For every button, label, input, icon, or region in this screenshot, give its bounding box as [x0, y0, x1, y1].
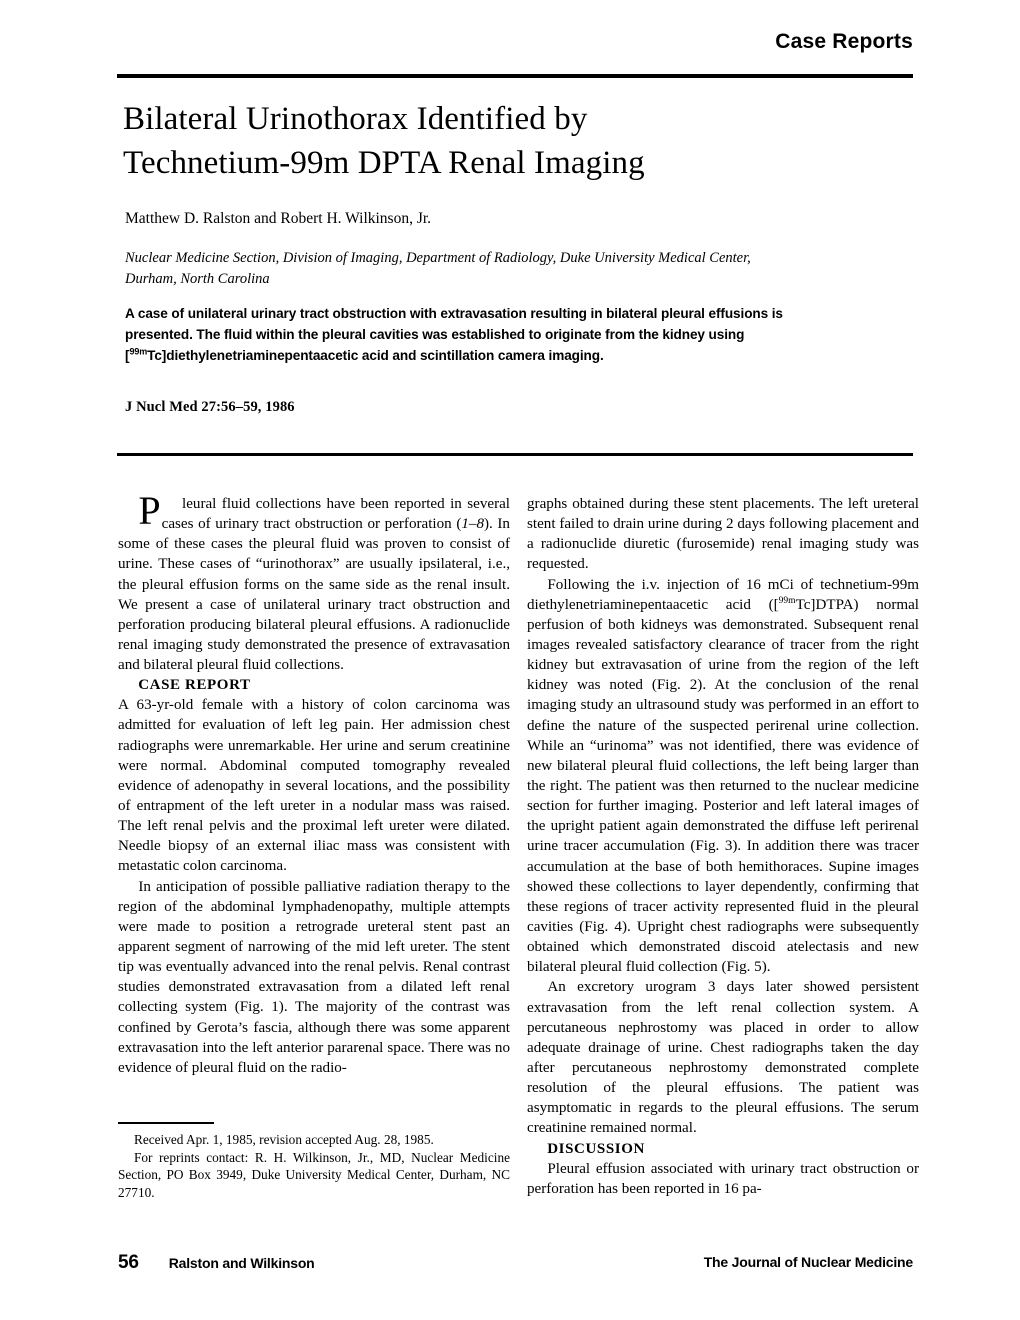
case-report-paragraph-1: A 63-yr-old female with a history of colon carcinoma was admitted for evaluation of left leg pain. Her admission chest radiographs were unremarkable. Her urine and serum creatinine were normal. Abdominal computed tomography revealed evidence of adenopathy in several locations, and the possibility of entrapment of the left ureter in a nodular mass was raised. The left renal pelvis and the proximal left ureter were dilated. Needle biopsy of an external iliac mass was consistent with metastatic colon carcinoma. [118, 697, 510, 875]
right-paragraph-2 [527, 575, 919, 978]
drop-cap: P [138, 488, 161, 533]
discussion-paragraph-1: Pleural effusion associated with urinary tract obstruction or perforation has been reported in 16 pa- [527, 1160, 919, 1197]
case-report-paragraph-2: In anticipation of possible palliative radiation therapy to the region of the abdominal lymphadenopathy, multiple attempts were made to position a retrograde ureteral stent past an apparent segment of narrowing of the mid left ureter. The stent tip was eventually advanced into the renal pelvis. Renal contrast studies demonstrated extravasation from a dilated left renal collecting system (Fig. 1). The majority of the contrast was confined by Gerota’s fascia, although there was some apparent extravasation into the left anterior pararenal space. There was no evidence of pleural fluid on the radio- [118, 878, 510, 1076]
right-paragraph-2-text-b: Tc]DTPA) normal perfusion of both kidneys was demonstrated. Subsequent renal images revealed satisfactory clearance of tracer from the right kidney but extravasation of urine from the region of the left kidney was noted (Fig. 2). At the conclusion of the renal imaging study an ultrasound study was performed in an effort to define the nature of the suspected perirenal urine collection. While an “urinoma” was not identified, there was evidence of new bilateral pleural fluid collections, the left being larger than the right. The patient was then returned to the nuclear medicine section for further imaging. Posterior and left lateral images of the upright patient again demonstrated the diffuse left perirenal urine tracer accumulation (Fig. 3). In addition there was tracer accumulation at the base of both hemithoraces. Supine images showed these collections to layer dependently, confirming that these regions of tracer activity represented fluid in the pleural cavities (Fig. 4). Upright chest radiographs were subsequently obtained which demonstrated discoid atelectasis and new bilateral pleural fluid collection (Fig. 5). [527, 596, 919, 976]
abstract [125, 303, 797, 366]
intro-text-b: ). In some of these cases the pleural fluid was proven to consist of urine. These cases of “urinothorax” are usually ipsilateral, i.e., the pleural effusion forms on the same side as the renal insult. We present a case of unilateral urinary tract obstruction and perforation producing bilateral pleural effusions. A radionuclide renal imaging study demonstrated the presence of extravasation and bilateral pleural fluid collections. [118, 516, 510, 674]
affiliation: Nuclear Medicine Section, Division of Imaging, Department of Radiology, Duke University Medical Center, Durham, North Carolina [125, 250, 751, 288]
journal-citation: J Nucl Med 27:56–59, 1986 [125, 399, 295, 415]
footer-left-group [118, 1252, 315, 1274]
footer-short-authors: Ralston and Wilkinson [168, 1255, 315, 1271]
title-line-2: Technetium-99m DPTA Renal Imaging [123, 144, 645, 181]
abstract-part-2: Tc]diethylenetriaminepentaacetic acid and scintillation camera imaging. [147, 348, 604, 364]
running-head: Case Reports [775, 30, 913, 53]
right-paragraph-3: An excretory urogram 3 days later showed persistent extravasation from the left renal collection system. A percutaneous nephrostomy was placed in order to allow adequate drainage of urine. Chest radiographs taken the day after percutaneous nephrostomy demonstrated complete resolution of the pleural effusions. The patient was asymptomatic in regards to the pleural effusions. The serum creatinine remained normal. [527, 979, 919, 1137]
footnote-received-line: Received Apr. 1, 1985, revision accepted Aug. 28, 1985. [133, 1132, 434, 1147]
footnote-divider-rule [118, 1122, 214, 1124]
abstract-superscript-isotope: 99m [129, 346, 148, 357]
title-line-1: Bilateral Urinothorax Identified by [123, 101, 588, 137]
footer-journal-name: The Journal of Nuclear Medicine [703, 1254, 913, 1270]
intro-reference-range: 1–8 [461, 516, 484, 533]
right-paragraph-1: graphs obtained during these stent placements. The left ureteral stent failed to drain urine during 2 days following placement and a radionuclide diuretic (furosemide) renal imaging study was requested. [527, 496, 919, 573]
intro-paragraph [118, 488, 510, 675]
body-column-left [118, 488, 510, 1078]
page-title [123, 98, 913, 186]
heading-case-report: CASE REPORT [138, 677, 251, 694]
abstract-divider-rule [117, 453, 913, 456]
heading-discussion: DISCUSSION [547, 1140, 645, 1157]
abstract-part-1: A case of unilateral urinary tract obstruction with extravasation resulting in bilateral pleural effusions is presented. The fluid within the pleural cavities was established to originate from the kidney using [ [125, 306, 783, 364]
dtpa-superscript-isotope: 99m [778, 595, 796, 606]
footnote-block [118, 1122, 510, 1201]
body-column-right [527, 494, 919, 1199]
page-number: 56 [118, 1252, 139, 1273]
footnote-reprints-line: For reprints contact: R. H. Wilkinson, Jr., MD, Nuclear Medicine Section, PO Box 3949, Duke University Medical Center, Durham, NC 27710. [118, 1149, 510, 1200]
right-paragraph-2-text-a: Following the i.v. injection of 16 mCi of technetium-99m diethylenetriaminepentaacetic acid ([ [527, 576, 919, 613]
author-list: Matthew D. Ralston and Robert H. Wilkinson, Jr. [125, 210, 432, 227]
intro-text-a: leural fluid collections have been reported in several cases of urinary tract obstruction or perforation ( [161, 496, 510, 533]
header-divider-rule [117, 74, 913, 78]
